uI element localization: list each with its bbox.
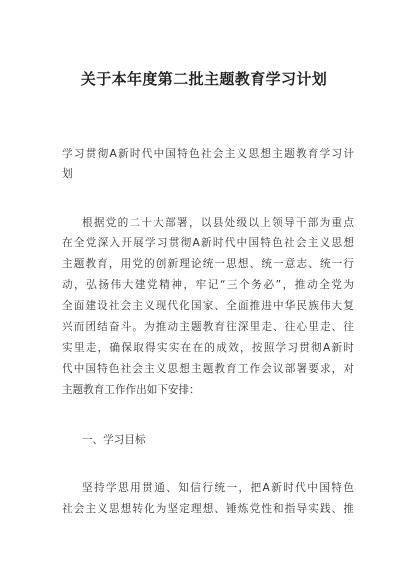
paragraph-line: 动，弘扬伟大建党精神，牢记“三个务必”，推动全党为: [62, 279, 354, 291]
paragraph-line: 社会主义思想转化为坚定理想、锤炼党性和指导实践、推: [62, 503, 354, 515]
paragraph-line: 主题教育工作作出如下安排：: [62, 384, 200, 396]
paragraph-line: 代中国特色社会主义思想主题教育工作会议部署要求，对: [62, 363, 354, 375]
paragraph-line: 实里走，确保取得实实在在的成效，按照学习贯彻A新时: [62, 342, 354, 354]
paragraph-line: 全面建设社会主义现代化国家、全面推进中华民族伟大复: [62, 300, 354, 312]
paragraph-line: 在全党深入开展学习贯彻A新时代中国特色社会主义思想: [62, 237, 354, 249]
paragraph-line: 根据党的二十大部署，以县处级以上领导干部为重点: [82, 217, 354, 229]
paragraph-line: 兴而团结奋斗。为推动主题教育往深里走、往心里走、往: [62, 321, 354, 333]
section-heading: 一、学习目标: [82, 434, 146, 446]
subtitle-line: 学习贯彻A新时代中国特色社会主义思想主题教育学习计: [62, 148, 354, 160]
subtitle-line: 划: [62, 168, 73, 180]
paragraph-line: 坚持学思用贯通、知信行统一，把A新时代中国特色: [82, 482, 354, 494]
document-title: 关于本年度第二批主题教育学习计划: [80, 70, 328, 88]
paragraph-line: 主题教育，用党的创新理论统一思想、统一意志、统一行: [62, 258, 354, 270]
